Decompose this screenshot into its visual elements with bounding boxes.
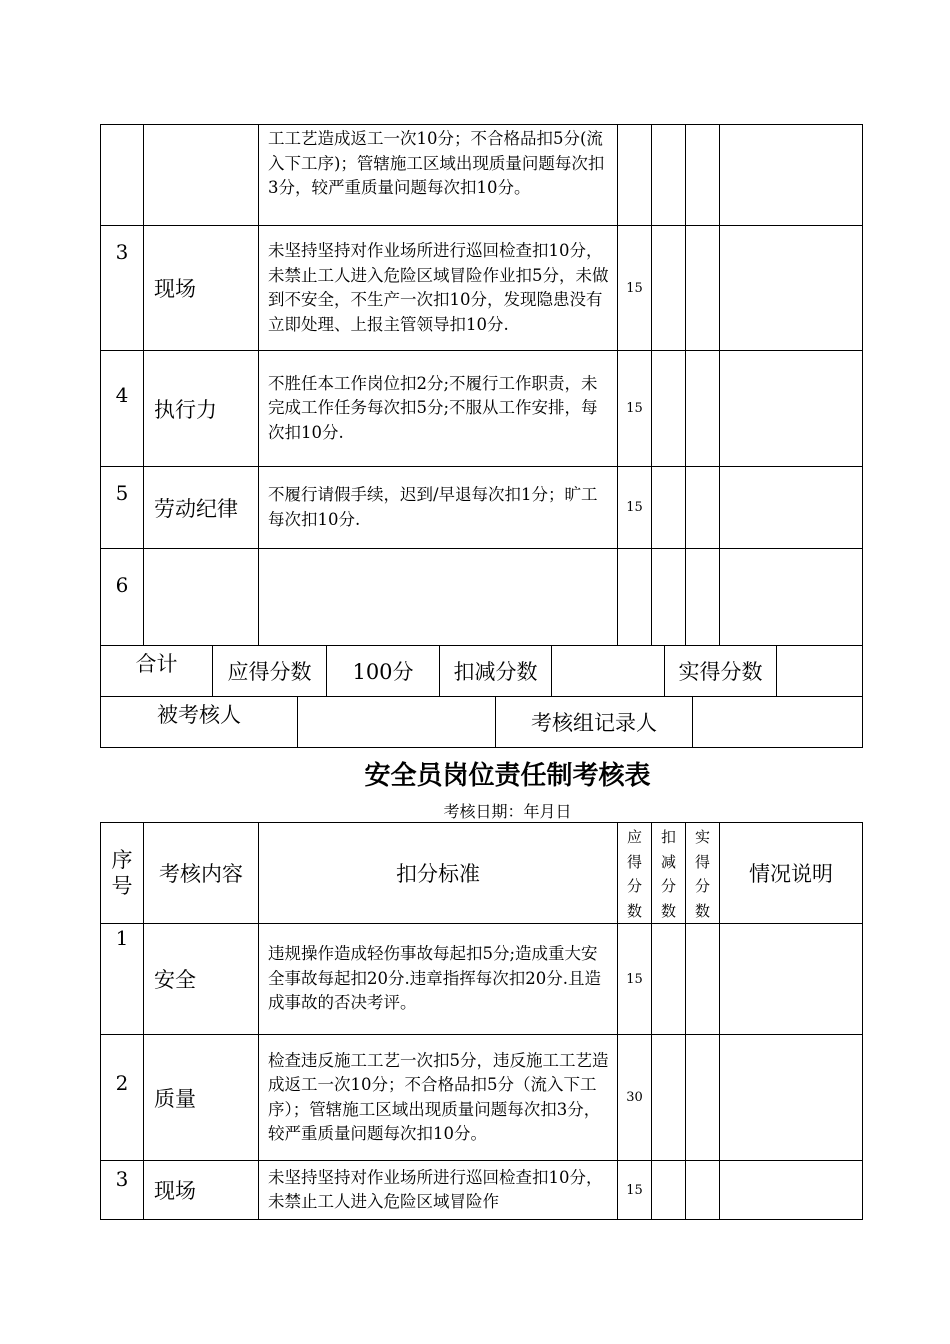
item-cell: 执行力: [144, 351, 259, 467]
criteria-cell: 不胜任本工作岗位扣2分;不履行工作职责，未完成工作任务每次扣5分;不服从工作安排，每次扣10分.: [259, 351, 618, 467]
should-score-label: 应得分数: [213, 646, 327, 697]
examinee-value: [298, 697, 496, 748]
header-criteria: 扣分标准: [259, 823, 618, 924]
actual-score-value: [777, 646, 863, 697]
actual-score-label: 实得分数: [665, 646, 777, 697]
seq-cell: 3: [101, 1161, 144, 1220]
seq-cell: 5: [101, 467, 144, 549]
recorder-value: [693, 697, 863, 748]
score-cell: 15: [618, 1161, 652, 1220]
table-row: [101, 549, 863, 646]
deduct-score-label: 扣减分数: [440, 646, 552, 697]
item-cell: 现场: [144, 1161, 259, 1220]
criteria-cell: [259, 549, 618, 646]
total-label: 合计: [101, 646, 213, 697]
table-row: [101, 226, 863, 351]
seq-cell: 6: [101, 549, 144, 646]
header-content: 考核内容: [144, 823, 259, 924]
criteria-cell: 未坚持坚持对作业场所进行巡回检查扣10分，未禁止工人进入危险区域冒险作: [259, 1161, 618, 1220]
seq-cell: 2: [101, 1035, 144, 1161]
table-row: [101, 924, 863, 1035]
seq-cell: 4: [101, 351, 144, 467]
header-remarks: 情况说明: [720, 823, 863, 924]
score-cell: 30: [618, 1035, 652, 1161]
table-row: [101, 351, 863, 467]
header-row: [101, 823, 863, 924]
should-score-value: 100分: [327, 646, 440, 697]
page-title: 安全员岗位责任制考核表: [364, 761, 651, 791]
deduct-score-value: [552, 646, 665, 697]
item-cell: 质量: [144, 1035, 259, 1161]
score-cell: 15: [618, 351, 652, 467]
criteria-cell: 不履行请假手续，迟到/早退每次扣1分；旷工每次扣10分.: [259, 467, 618, 549]
total-row-table: [100, 645, 863, 697]
header-actual-score: 实得分数: [686, 823, 720, 924]
seq-cell: 3: [101, 226, 144, 351]
item-cell: 劳动纪律: [144, 467, 259, 549]
item-cell: 现场: [144, 226, 259, 351]
score-cell: 15: [618, 226, 652, 351]
table-row: [101, 467, 863, 549]
assessment-date: 考核日期：年月日: [443, 802, 572, 821]
signature-row-table: [100, 696, 863, 748]
criteria-cell: 检查违反施工工艺一次扣5分，违反施工工艺造成返工一次10分；不合格品扣5分（流入下工序）；管辖施工区域出现质量问题每次扣3分，较严重质量问题每次扣10分。: [259, 1035, 618, 1161]
criteria-cell: 工工艺造成返工一次10分；不合格品扣5分(流入下工序)；管辖施工区域出现质量问题每次扣3分，较严重质量问题每次扣10分。: [259, 125, 618, 226]
table-row: [101, 1161, 863, 1220]
item-cell: 安全: [144, 924, 259, 1035]
examinee-label: 被考核人: [101, 697, 298, 748]
score-cell: 15: [618, 924, 652, 1035]
score-cell: 15: [618, 467, 652, 549]
criteria-cell: 未坚持坚持对作业场所进行巡回检查扣10分，未禁止工人进入危险区域冒险作业扣5分，未做到不安全，不生产一次扣10分，发现隐患没有立即处理、上报主管领导扣10分.: [259, 226, 618, 351]
criteria-cell: 违规操作造成轻伤事故每起扣5分;造成重大安全事故每起扣20分.违章指挥每次扣20分.且造成事故的否决考评。: [259, 924, 618, 1035]
recorder-label: 考核组记录人: [496, 697, 693, 748]
table-row: [101, 125, 863, 226]
header-seq: 序号: [101, 823, 144, 924]
item-cell: [144, 549, 259, 646]
safety-officer-assessment-table: [100, 822, 863, 1220]
header-deduct-score: 扣减分数: [652, 823, 686, 924]
score-cell: [618, 549, 652, 646]
header-should-score: 应得分数: [618, 823, 652, 924]
top-assessment-table: [100, 124, 863, 646]
seq-cell: 1: [101, 924, 144, 1035]
table-row: [101, 1035, 863, 1161]
